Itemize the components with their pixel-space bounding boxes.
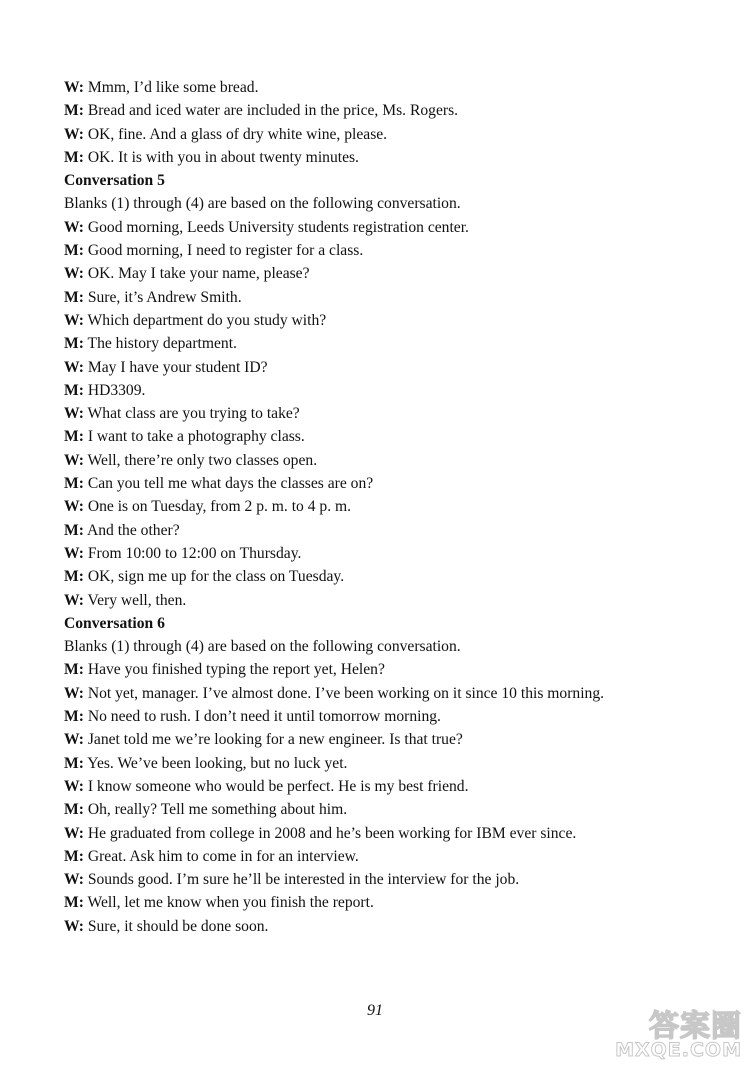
dialog-text: Great. Ask him to come in for an interview. bbox=[83, 847, 359, 865]
dialog-line bbox=[64, 216, 694, 239]
speaker-label: M: bbox=[64, 428, 84, 446]
dialog-text: OK. May I take your name, please? bbox=[83, 265, 310, 283]
watermark-top-text: 答案圈 bbox=[649, 1009, 742, 1044]
dialog-text: Bread and iced water are included in the price, Ms. Rogers. bbox=[83, 102, 459, 120]
speaker-label: W: bbox=[64, 824, 84, 842]
dialog-line bbox=[64, 728, 694, 751]
page-number: 91 bbox=[367, 1002, 383, 1019]
dialog-text: Well, let me know when you finish the report. bbox=[83, 894, 374, 912]
dialog-line bbox=[64, 589, 694, 612]
speaker-label: M: bbox=[64, 288, 84, 306]
dialog-text: Good morning, Leeds University students registration center. bbox=[83, 218, 469, 236]
dialog-line bbox=[64, 286, 694, 309]
dialog-line bbox=[64, 472, 694, 495]
speaker-label: M: bbox=[64, 568, 84, 586]
speaker-label: W: bbox=[64, 917, 84, 935]
dialog-text: He graduated from college in 2008 and he’s been working for IBM ever since. bbox=[83, 824, 577, 842]
speaker-label: W: bbox=[64, 498, 84, 516]
dialog-text: OK, fine. And a glass of dry white wine, please. bbox=[83, 125, 388, 143]
dialog-line bbox=[64, 239, 694, 262]
speaker-label: W: bbox=[64, 731, 84, 749]
dialog-line bbox=[64, 705, 694, 728]
dialog-line bbox=[64, 495, 694, 518]
dialog-text: Well, there’re only two classes open. bbox=[83, 451, 318, 469]
dialog-text: The history department. bbox=[83, 335, 237, 353]
speaker-label: W: bbox=[64, 311, 84, 329]
dialog-line bbox=[64, 868, 694, 891]
section-heading: Conversation 5 bbox=[64, 172, 165, 190]
speaker-label: M: bbox=[64, 148, 84, 166]
dialog-text: Very well, then. bbox=[83, 591, 187, 609]
dialog-line bbox=[64, 658, 694, 681]
speaker-label: M: bbox=[64, 661, 84, 679]
speaker-label: M: bbox=[64, 754, 84, 772]
dialog-text: Sounds good. I’m sure he’ll be interested in the interview for the job. bbox=[83, 871, 520, 889]
dialog-line bbox=[64, 356, 694, 379]
speaker-label: M: bbox=[64, 894, 84, 912]
dialog-line bbox=[64, 565, 694, 588]
speaker-label: W: bbox=[64, 79, 84, 96]
speaker-label: M: bbox=[64, 521, 84, 539]
dialog-text: Sure, it’s Andrew Smith. bbox=[83, 288, 242, 306]
dialog-line bbox=[64, 425, 694, 448]
dialog-line bbox=[64, 123, 694, 146]
dialog-text: Not yet, manager. I’ve almost done. I’ve been working on it since 10 this morning. bbox=[83, 684, 605, 702]
watermark-logo bbox=[602, 1001, 742, 1061]
dialog-text: May I have your student ID? bbox=[83, 358, 268, 376]
instruction-line: Blanks (1) through (4) are based on the following conversation. bbox=[64, 638, 461, 656]
speaker-label: W: bbox=[64, 451, 84, 469]
dialog-text: One is on Tuesday, from 2 p. m. to 4 p. m. bbox=[83, 498, 352, 516]
dialog-text: OK. It is with you in about twenty minutes. bbox=[83, 148, 359, 166]
dialog-line bbox=[64, 542, 694, 565]
dialog-line bbox=[64, 822, 694, 845]
speaker-label: M: bbox=[64, 102, 84, 120]
dialog-line bbox=[64, 845, 694, 868]
dialog-text: HD3309. bbox=[83, 381, 146, 399]
speaker-label: M: bbox=[64, 381, 84, 399]
dialog-line bbox=[64, 915, 694, 938]
dialog-text: Oh, really? Tell me something about him. bbox=[83, 801, 348, 819]
speaker-label: M: bbox=[64, 475, 84, 493]
dialog-line bbox=[64, 752, 694, 775]
dialog-text: And the other? bbox=[83, 521, 180, 539]
document-body bbox=[64, 76, 694, 938]
dialog-line bbox=[64, 309, 694, 332]
speaker-label: M: bbox=[64, 335, 84, 353]
dialog-line bbox=[64, 891, 694, 914]
dialog-line bbox=[64, 798, 694, 821]
dialog-line bbox=[64, 379, 694, 402]
speaker-label: W: bbox=[64, 777, 84, 795]
speaker-label: M: bbox=[64, 708, 84, 726]
speaker-label: W: bbox=[64, 125, 84, 143]
dialog-line bbox=[64, 775, 694, 798]
dialog-text: OK, sign me up for the class on Tuesday. bbox=[83, 568, 345, 586]
dialog-line bbox=[64, 332, 694, 355]
dialog-text: Good morning, I need to register for a class. bbox=[83, 242, 364, 260]
section-heading: Conversation 6 bbox=[64, 614, 165, 632]
dialog-text: Janet told me we’re looking for a new engineer. Is that true? bbox=[83, 731, 463, 749]
dialog-text: Have you finished typing the report yet, Helen? bbox=[83, 661, 385, 679]
speaker-label: M: bbox=[64, 847, 84, 865]
dialog-text: What class are you trying to take? bbox=[83, 405, 300, 423]
speaker-label: W: bbox=[64, 265, 84, 283]
speaker-label: M: bbox=[64, 242, 84, 260]
watermark-bottom-text: MXQE.COM bbox=[615, 1039, 742, 1061]
dialog-line bbox=[64, 682, 694, 705]
dialog-text: Can you tell me what days the classes are on? bbox=[83, 475, 374, 493]
dialog-line bbox=[64, 99, 694, 122]
speaker-label: W: bbox=[64, 358, 84, 376]
dialog-text: Which department do you study with? bbox=[83, 311, 327, 329]
dialog-line bbox=[64, 146, 694, 169]
dialog-text: Mmm, I’d like some bread. bbox=[83, 79, 259, 96]
speaker-label: W: bbox=[64, 405, 84, 423]
speaker-label: W: bbox=[64, 218, 84, 236]
speaker-label: W: bbox=[64, 591, 84, 609]
speaker-label: W: bbox=[64, 871, 84, 889]
dialog-line bbox=[64, 76, 694, 99]
speaker-label: W: bbox=[64, 544, 84, 562]
dialog-text: No need to rush. I don’t need it until tomorrow morning. bbox=[83, 708, 441, 726]
dialog-text: Yes. We’ve been looking, but no luck yet. bbox=[83, 754, 348, 772]
dialog-line bbox=[64, 519, 694, 542]
dialog-line bbox=[64, 402, 694, 425]
dialog-line bbox=[64, 262, 694, 285]
dialog-line bbox=[64, 449, 694, 472]
dialog-text: From 10:00 to 12:00 on Thursday. bbox=[83, 544, 302, 562]
dialog-text: I know someone who would be perfect. He is my best friend. bbox=[83, 777, 469, 795]
dialog-text: I want to take a photography class. bbox=[83, 428, 305, 446]
speaker-label: M: bbox=[64, 801, 84, 819]
instruction-line: Blanks (1) through (4) are based on the following conversation. bbox=[64, 195, 461, 213]
speaker-label: W: bbox=[64, 684, 84, 702]
dialog-text: Sure, it should be done soon. bbox=[83, 917, 269, 935]
